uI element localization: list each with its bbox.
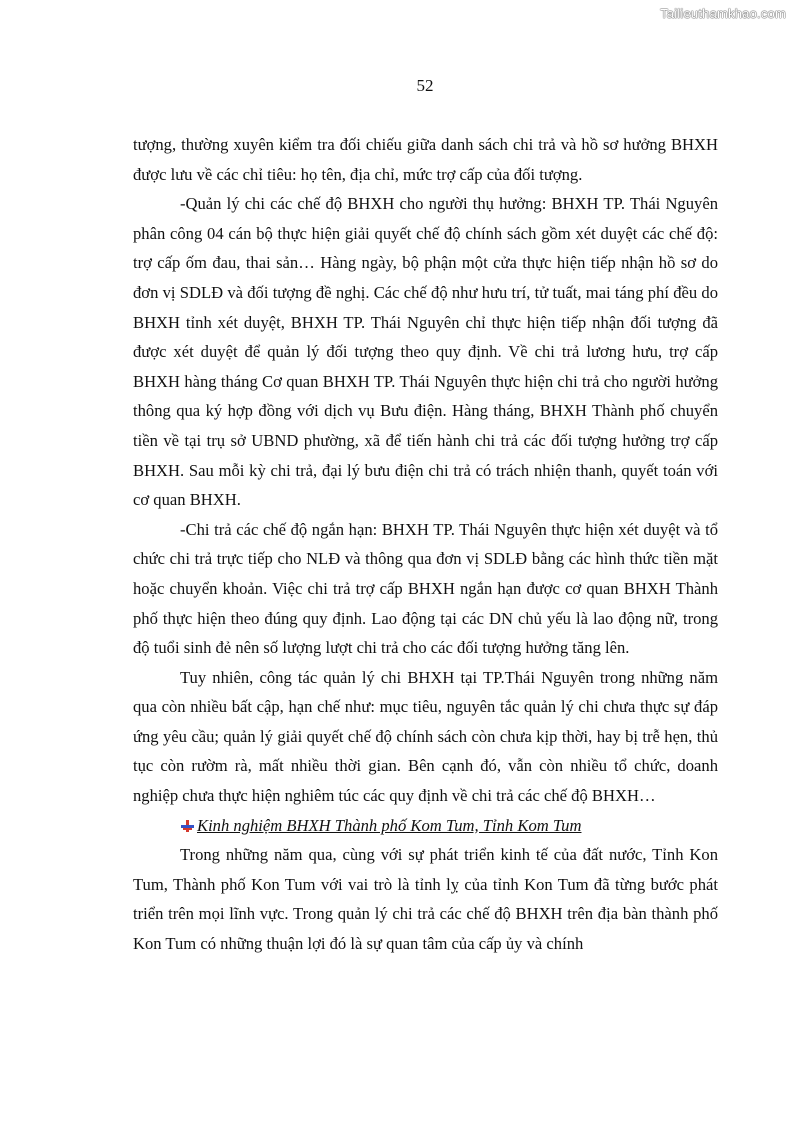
section-heading <box>133 811 718 841</box>
paragraph-4: Tuy nhiên, công tác quản lý chi BHXH tại TP.Thái Nguyên trong những năm qua còn nhiều bất cập, hạn chế như: mục tiêu, nguyên tắc quản lý chi chưa thực sự đáp ứng yêu cầu; quản lý giải quyết chế độ chính sách còn chưa kịp thời, hay bị trễ hẹn, thủ tục còn rườm rà, mất nhiều thời gian. Bên cạnh đó, vẫn còn nhiều tổ chức, doanh nghiệp chưa thực hiện nghiêm túc các quy định về chi trả các chế độ BHXH… <box>133 667 718 806</box>
paragraph-1: tượng, thường xuyên kiểm tra đối chiếu giữa danh sách chi trả và hồ sơ hưởng BHXH được lưu về các chỉ tiêu: họ tên, địa chỉ, mức trợ cấp của đối tượng. <box>133 135 718 184</box>
paragraph-3-text: Chi trả các chế độ ngắn hạn: BHXH TP. Thái Nguyên thực hiện xét duyệt và tổ chức chi trả trực tiếp cho NLĐ và thông qua đơn vị SDLĐ bằng các hình thức tiền mặt hoặc chuyển khoản. Việc chi trả trợ cấp BHXH ngắn hạn được cơ quan BHXH Thành phố thực hiện theo đúng quy định. Lao động tại các DN chủ yếu là lao động nữ, trong độ tuổi sinh đẻ nên số lượng lượt chi trả cho các đối tượng hưởng tăng lên. <box>133 519 718 658</box>
paragraph-3 <box>133 515 718 663</box>
cross-bullet-icon <box>180 820 194 832</box>
watermark: Tailieuthamkhao.com <box>660 6 786 21</box>
list-dash: - <box>180 519 186 539</box>
list-dash: - <box>180 194 186 214</box>
section-heading-text: Kinh nghiệm BHXH Thành phố Kom Tum, Tỉnh Kom Tum <box>197 815 582 835</box>
paragraph-2 <box>133 189 718 515</box>
paragraph-5: Trong những năm qua, cùng với sự phát triển kinh tế của đất nước, Tỉnh Kon Tum, Thành phố Kon Tum với vai trò là tỉnh lỵ của tỉnh Kon Tum đã từng bước phát triển trên mọi lĩnh vực. Trong quản lý chi trả các chế độ BHXH trên địa bàn thành phố Kon Tum có những thuận lợi đó là sự quan tâm của cấp ủy và chính <box>133 845 718 954</box>
page-number: 52 <box>416 76 434 95</box>
document-body <box>133 130 718 959</box>
paragraph-2-text: Quản lý chi các chế độ BHXH cho người thụ hưởng: BHXH TP. Thái Nguyên phân công 04 cán bộ thực hiện giải quyết chế độ chính sách gồm xét duyệt các chế độ: trợ cấp ốm đau, thai sản… Hàng ngày, bộ phận một cửa thực hiện tiếp nhận hồ sơ do đơn vị SDLĐ và đối tượng đề nghị. Các chế độ như hưu trí, tử tuất, mai táng phí đều do BHXH tỉnh xét duyệt, BHXH TP. Thái Nguyên chỉ thực hiện tiếp nhận đối tượng đã được xét duyệt để quản lý đối tượng theo quy định. Về chi trả lương hưu, trợ cấp BHXH hàng tháng Cơ quan BHXH TP. Thái Nguyên thực hiện chi trả cho người hưởng thông qua ký hợp đồng với dịch vụ Bưu điện. Hàng tháng, BHXH Thành phố chuyển tiền về tại trụ sở UBND phường, xã để tiến hành chi trả các đối tượng hưởng trợ cấp BHXH. Sau mỗi kỳ chi trả, đại lý bưu điện chi trả có trách nhiện thanh, quyết toán với cơ quan BHXH. <box>133 194 718 510</box>
